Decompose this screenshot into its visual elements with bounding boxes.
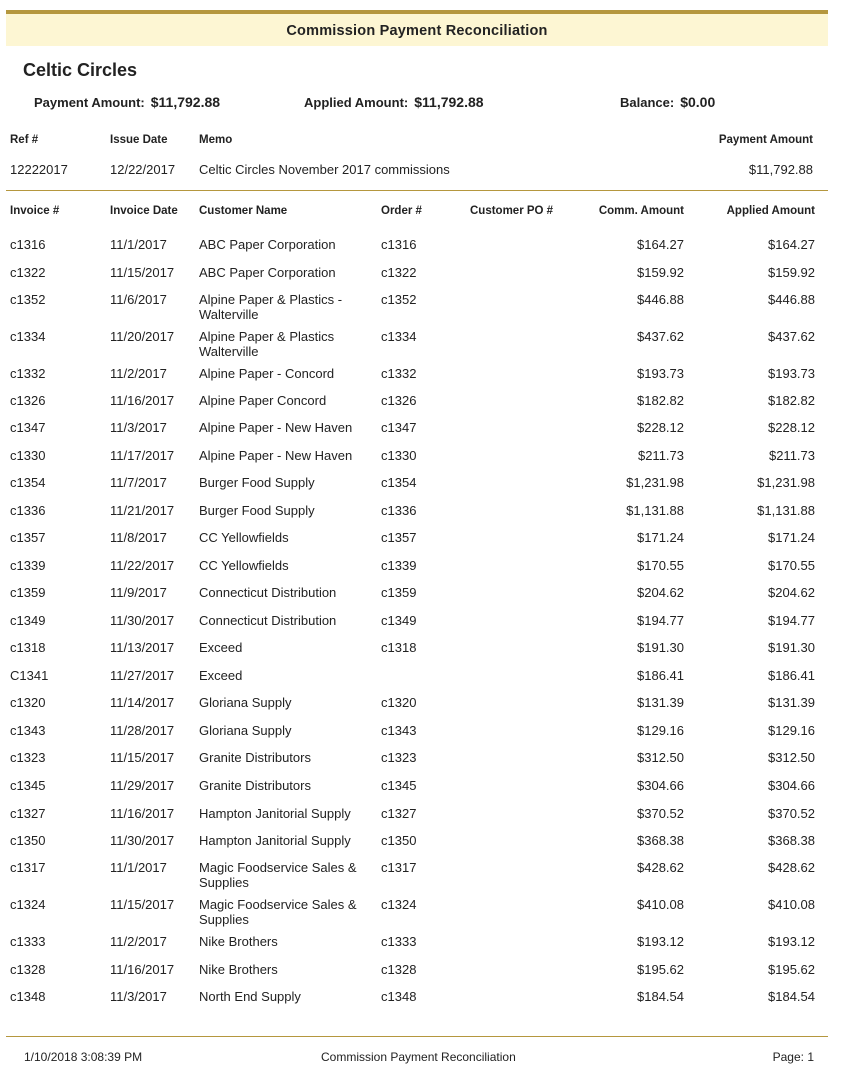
invoice-date: 11/6/2017 xyxy=(110,292,167,307)
applied-amount: $129.16 xyxy=(768,723,815,738)
order-number: c1316 xyxy=(381,237,417,252)
applied-amount: $370.52 xyxy=(768,806,815,821)
order-header: Order # xyxy=(381,205,422,217)
payment-amount-label: Payment Amount: xyxy=(34,95,145,110)
order-number: c1348 xyxy=(381,989,417,1004)
comm-amount: $184.54 xyxy=(637,989,684,1004)
ref-header: Ref # xyxy=(10,134,39,146)
customer-name: Exceed xyxy=(199,668,243,683)
comm-amount: $428.62 xyxy=(637,860,684,875)
comm-amount: $446.88 xyxy=(637,292,684,307)
payment-amount-summary xyxy=(34,94,220,110)
applied-amount: $182.82 xyxy=(768,393,815,408)
customer-name: Burger Food Supply xyxy=(199,503,315,518)
order-number: c1322 xyxy=(381,265,417,280)
invoice-number: c1347 xyxy=(10,420,46,435)
invoice-number: c1336 xyxy=(10,503,46,518)
comm-amount: $191.30 xyxy=(637,640,684,655)
applied-amount: $446.88 xyxy=(768,292,815,307)
applied-amount: $228.12 xyxy=(768,420,815,435)
invoice-number: c1359 xyxy=(10,585,46,600)
invoice-number: c1324 xyxy=(10,897,46,912)
order-number: c1354 xyxy=(381,475,417,490)
invoice-date: 11/20/2017 xyxy=(110,329,175,344)
order-number: c1349 xyxy=(381,613,417,628)
invoice-number: c1349 xyxy=(10,613,46,628)
invoice-number: c1316 xyxy=(10,237,46,252)
customer-name: Magic Foodservice Sales & Supplies xyxy=(199,897,357,927)
invoice-number: c1348 xyxy=(10,989,46,1004)
invoice-date: 11/14/2017 xyxy=(110,695,175,710)
applied-amount: $164.27 xyxy=(768,237,815,252)
applied-amount: $171.24 xyxy=(768,530,815,545)
order-number: c1317 xyxy=(381,860,417,875)
comm-amount: $368.38 xyxy=(637,833,684,848)
payment-ref: 12222017 xyxy=(10,162,68,177)
invoice-number: c1350 xyxy=(10,833,46,848)
payment-issue-date: 12/22/2017 xyxy=(110,162,176,177)
invoice-date: 11/1/2017 xyxy=(110,860,167,875)
order-number: c1326 xyxy=(381,393,417,408)
invoice-date: 11/9/2017 xyxy=(110,585,167,600)
invoice-number: c1330 xyxy=(10,448,46,463)
invoice-number: c1326 xyxy=(10,393,46,408)
customer-name: Gloriana Supply xyxy=(199,695,292,710)
comm-amount: $195.62 xyxy=(637,962,684,977)
applied-amount-value: $11,792.88 xyxy=(414,94,484,110)
invoice-header: Invoice # xyxy=(10,205,60,217)
invoice-date: 11/3/2017 xyxy=(110,420,167,435)
footer-timestamp: 1/10/2018 3:08:39 PM xyxy=(24,1050,143,1064)
footer-divider xyxy=(6,1036,828,1037)
memo-header: Memo xyxy=(199,134,233,146)
applied-amount: $437.62 xyxy=(768,329,815,344)
company-name: Celtic Circles xyxy=(23,60,138,80)
order-number: c1343 xyxy=(381,723,417,738)
invoice-date: 11/28/2017 xyxy=(110,723,175,738)
invoice-number: c1332 xyxy=(10,366,46,381)
invoice-number: c1328 xyxy=(10,962,46,977)
order-number: c1339 xyxy=(381,558,417,573)
customer-name: Nike Brothers xyxy=(199,934,278,949)
invoice-date: 11/29/2017 xyxy=(110,778,175,793)
customer-name: Alpine Paper - New Haven xyxy=(199,448,353,463)
comm-amount: $171.24 xyxy=(637,530,684,545)
applied-amount: $191.30 xyxy=(768,640,815,655)
order-number: c1359 xyxy=(381,585,417,600)
applied-amount: $131.39 xyxy=(768,695,815,710)
customer-name: Nike Brothers xyxy=(199,962,278,977)
order-number: c1324 xyxy=(381,897,417,912)
comm-amount: $182.82 xyxy=(637,393,684,408)
customer-name: Granite Distributors xyxy=(199,750,311,765)
invoice-number: c1343 xyxy=(10,723,46,738)
order-number: c1336 xyxy=(381,503,417,518)
order-number: c1330 xyxy=(381,448,417,463)
applied-amount-label: Applied Amount: xyxy=(304,95,409,110)
comm-amount: $170.55 xyxy=(637,558,684,573)
customer-name: Alpine Paper - New Haven xyxy=(199,420,353,435)
customer-name: Alpine Paper & Plastics - Walterville xyxy=(199,292,343,322)
invoice-date: 11/15/2017 xyxy=(110,897,175,912)
applied-amount-header: Applied Amount xyxy=(726,205,815,217)
customer-name: Alpine Paper & Plastics Walterville xyxy=(199,329,335,359)
order-number: c1332 xyxy=(381,366,417,381)
customer-name: ABC Paper Corporation xyxy=(199,237,336,252)
comm-amount: $370.52 xyxy=(637,806,684,821)
applied-amount: $211.73 xyxy=(768,448,815,463)
invoice-number: c1320 xyxy=(10,695,46,710)
applied-amount: $368.38 xyxy=(768,833,815,848)
customer-name: Connecticut Distribution xyxy=(199,613,337,628)
comm-amount-header: Comm. Amount xyxy=(598,205,684,217)
divider xyxy=(6,190,828,191)
comm-amount: $437.62 xyxy=(637,329,684,344)
invoice-date: 11/15/2017 xyxy=(110,265,175,280)
payment-amount-header: Payment Amount xyxy=(718,134,813,146)
comm-amount: $304.66 xyxy=(637,778,684,793)
payment-amount-value: $11,792.88 xyxy=(150,94,221,110)
invoice-number: c1345 xyxy=(10,778,46,793)
order-number: c1328 xyxy=(381,962,417,977)
invoice-date: 11/1/2017 xyxy=(110,237,167,252)
comm-amount: $186.41 xyxy=(637,668,684,683)
customer-name: CC Yellowfields xyxy=(199,530,289,545)
comm-amount: $193.12 xyxy=(637,934,684,949)
applied-amount-summary xyxy=(304,94,484,110)
invoice-date: 11/3/2017 xyxy=(110,989,167,1004)
applied-amount: $1,131.88 xyxy=(757,503,815,518)
customer-name-header: Customer Name xyxy=(199,205,288,217)
invoice-date: 11/21/2017 xyxy=(110,503,175,518)
comm-amount: $228.12 xyxy=(637,420,684,435)
invoice-number: c1327 xyxy=(10,806,46,821)
invoice-date: 11/7/2017 xyxy=(110,475,167,490)
order-number: c1323 xyxy=(381,750,417,765)
customer-name: Exceed xyxy=(199,640,243,655)
customer-po-header: Customer PO # xyxy=(470,205,554,217)
report-title: Commission Payment Reconciliation xyxy=(6,10,828,46)
issue-date-header: Issue Date xyxy=(110,134,168,146)
customer-name: Magic Foodservice Sales & Supplies xyxy=(199,860,357,890)
invoice-number: C1341 xyxy=(10,668,49,683)
balance-value: $0.00 xyxy=(680,94,716,110)
footer-title: Commission Payment Reconciliation xyxy=(321,1050,516,1064)
invoice-date: 11/27/2017 xyxy=(110,668,175,683)
applied-amount: $193.73 xyxy=(768,366,815,381)
applied-amount: $170.55 xyxy=(768,558,815,573)
order-number: c1357 xyxy=(381,530,417,545)
invoice-date: 11/8/2017 xyxy=(110,530,167,545)
customer-name: Gloriana Supply xyxy=(199,723,292,738)
order-number: c1320 xyxy=(381,695,417,710)
applied-amount: $410.08 xyxy=(768,897,815,912)
invoice-date: 11/17/2017 xyxy=(110,448,175,463)
payment-memo: Celtic Circles November 2017 commissions xyxy=(199,162,450,177)
invoice-date: 11/16/2017 xyxy=(110,962,175,977)
applied-amount: $194.77 xyxy=(768,613,815,628)
applied-amount: $159.92 xyxy=(768,265,815,280)
balance-summary xyxy=(620,94,715,110)
applied-amount: $186.41 xyxy=(768,668,815,683)
invoice-number: c1352 xyxy=(10,292,46,307)
invoice-date: 11/16/2017 xyxy=(110,393,175,408)
comm-amount: $193.73 xyxy=(637,366,684,381)
comm-amount: $194.77 xyxy=(637,613,684,628)
customer-name: Hampton Janitorial Supply xyxy=(199,833,351,848)
invoice-date: 11/30/2017 xyxy=(110,613,175,628)
invoice-number: c1334 xyxy=(10,329,46,344)
customer-name: Alpine Paper Concord xyxy=(199,393,327,408)
order-number: c1352 xyxy=(381,292,417,307)
invoice-number: c1339 xyxy=(10,558,46,573)
invoice-date: 11/2/2017 xyxy=(110,366,167,381)
order-number: c1333 xyxy=(381,934,417,949)
applied-amount: $184.54 xyxy=(768,989,815,1004)
comm-amount: $131.39 xyxy=(637,695,684,710)
comm-amount: $129.16 xyxy=(637,723,684,738)
order-number: c1318 xyxy=(381,640,417,655)
customer-name: Granite Distributors xyxy=(199,778,311,793)
invoice-number: c1317 xyxy=(10,860,46,875)
invoice-number: c1357 xyxy=(10,530,46,545)
invoice-number: c1333 xyxy=(10,934,46,949)
order-number: c1345 xyxy=(381,778,417,793)
comm-amount: $1,131.88 xyxy=(626,503,684,518)
invoice-date-header: Invoice Date xyxy=(110,205,178,217)
applied-amount: $312.50 xyxy=(768,750,815,765)
customer-name: Burger Food Supply xyxy=(199,475,315,490)
invoice-date: 11/15/2017 xyxy=(110,750,175,765)
comm-amount: $164.27 xyxy=(637,237,684,252)
order-number: c1334 xyxy=(381,329,417,344)
payment-amount: $11,792.88 xyxy=(748,162,813,177)
invoice-date: 11/2/2017 xyxy=(110,934,167,949)
applied-amount: $193.12 xyxy=(768,934,815,949)
applied-amount: $204.62 xyxy=(768,585,815,600)
invoice-number: c1318 xyxy=(10,640,46,655)
applied-amount: $195.62 xyxy=(768,962,815,977)
customer-name: CC Yellowfields xyxy=(199,558,289,573)
balance-label: Balance: xyxy=(620,95,675,110)
order-number: c1327 xyxy=(381,806,417,821)
applied-amount: $428.62 xyxy=(768,860,815,875)
applied-amount: $1,231.98 xyxy=(757,475,815,490)
comm-amount: $312.50 xyxy=(637,750,684,765)
comm-amount: $159.92 xyxy=(637,265,684,280)
applied-amount: $304.66 xyxy=(768,778,815,793)
customer-name: Alpine Paper - Concord xyxy=(199,366,335,381)
invoice-number: c1322 xyxy=(10,265,46,280)
footer-page: Page: 1 xyxy=(772,1050,814,1064)
invoice-number: c1354 xyxy=(10,475,46,490)
invoice-date: 11/16/2017 xyxy=(110,806,175,821)
order-number: c1347 xyxy=(381,420,417,435)
invoice-date: 11/30/2017 xyxy=(110,833,175,848)
customer-name: ABC Paper Corporation xyxy=(199,265,336,280)
customer-name: Connecticut Distribution xyxy=(199,585,337,600)
comm-amount: $1,231.98 xyxy=(626,475,684,490)
comm-amount: $204.62 xyxy=(637,585,684,600)
comm-amount: $410.08 xyxy=(637,897,684,912)
invoice-date: 11/22/2017 xyxy=(110,558,175,573)
customer-name: Hampton Janitorial Supply xyxy=(199,806,351,821)
invoice-date: 11/13/2017 xyxy=(110,640,175,655)
comm-amount: $211.73 xyxy=(637,448,684,463)
order-number: c1350 xyxy=(381,833,417,848)
invoice-number: c1323 xyxy=(10,750,46,765)
customer-name: North End Supply xyxy=(199,989,301,1004)
